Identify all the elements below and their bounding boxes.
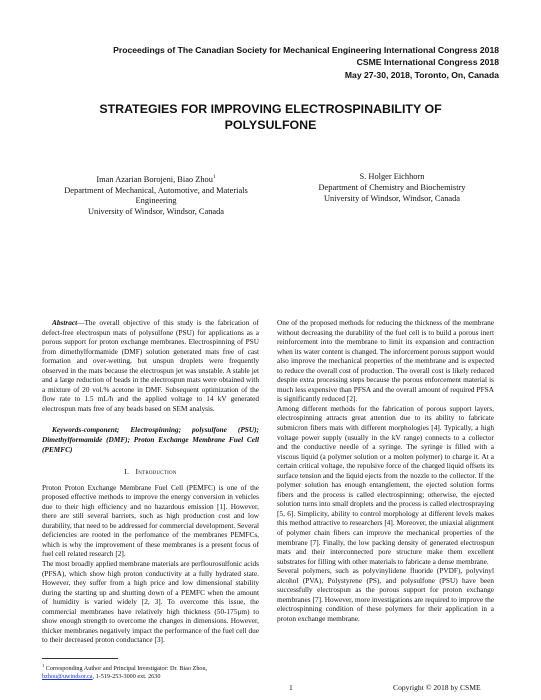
abstract-label: Abstract — [52, 318, 78, 327]
section-number: I. — [124, 467, 130, 477]
abstract — [42, 318, 259, 413]
paper-title — [0, 101, 541, 133]
paragraph: The most broadly applied membrane materials are perflourosulfonic acids (PFSA), which show high proton conductivity at a fully hydrated state. However, they suffer from a high price and low dimensional stability during the starting up and shutting down of a PEMFC when the amount of humidity is varied widely [2, 3]. To overcome this issue, the commercial membranes have relatively high thickness (50-175μm) to show enough strength to overcome the changes in dimensions. However, thicker membranes negatively impact the performance of the fuel cell due to their decreased proton conductance [3]. — [42, 559, 259, 645]
header-line-2: CSME International Congress 2018 — [356, 57, 499, 68]
author-names-2: S. Holger Eichhorn — [359, 172, 425, 181]
section-heading-introduction — [42, 467, 259, 477]
left-column — [42, 318, 259, 645]
footnote-contact: , 1-519-253-3000 ext. 2630 — [92, 673, 161, 681]
title-line-2: POLYSULFONE — [224, 118, 317, 132]
title-line-1: STRATEGIES FOR IMPROVING ELECTROSPINABILITY OF — [99, 102, 442, 116]
header-line-3: May 27-30, 2018, Toronto, On, Canada — [344, 69, 499, 80]
paragraph: Several polymers, such as polyvinylidene fluoride (PVDF), polyvinyl alcohol (PVA), Polystyrene (PS), and polysulfone (PSU) have been successfully electrospun as the porous support for proton exchange membranes [7]. However, more investigations are required to improve the electrospinning condition of these polymers for their application in a proton exchange membrane. — [277, 566, 494, 623]
paragraph: Proton Proton Exchange Membrane Fuel Cell (PEMFC) is one of the proposed effective methods to improve the energy conversion in vehicles due to their high efficiency and no hazardous emission [1]. However, there are still several barriers, such as high production cost and low durability, that need to be addressed for commercial development. Several deficiencies are rooted in the perfomance of the membranes PEMFCs, which is why the improvement of these membranes is a present focus of fuel cell related research [2]. — [42, 482, 259, 559]
copyright: Copyright © 2018 by CSME — [393, 683, 481, 692]
footnote-divider — [42, 658, 118, 659]
author-block-1 — [42, 172, 270, 218]
abstract-text: —The overall objective of this study is the fabrication of defect-free electrospun mats of polysulfone (PSU) for applications as a porous support for proton exchange membranes. Electrospinning of PSU from dimethylformamide (DMF) solution generated mats free of cast formation and over-wetting, but unspun droplets were frequently observed in the mats because the electrospun jet was unstable. A stable jet and a large reduction of beads in the electrospun mats were obtained with a mixture of 20 vol.% acetone in DMF. Subsequent optimization of the flow rate to 1.5 mL/h and the applied voltage to 14 kV generated electrospun mats free of any beads based on SEM analysis. — [42, 318, 259, 413]
section-title: Introduction — [135, 467, 177, 477]
page-number: 1 — [289, 683, 293, 692]
affiliation-line: Engineering — [135, 196, 177, 206]
affiliation-line: University of Windsor, Windsor, Canada — [323, 193, 461, 203]
email-link[interactable]: bzhou@uwindsor.ca — [42, 673, 93, 681]
header-line-1: Proceedings of The Canadian Society for Mechanical Engineering International Congress 2018 — [113, 45, 499, 55]
footnote-text: Corresponding Author and Principal Investigator: Dr. Biao Zhou, — [45, 665, 208, 673]
paragraph: One of the proposed methods for reducing the thickness of the membrane without decreasing the durability of the fuel cell is to build a porous inert reinforcement into the membrane to limit its expansion and contraction when its water content is changed. The inforcement porous support would also improve the mechanical properties of the membrane and is expected to reduce the overall cost of production. The overall cost is likely reduced despite extra processing steps because the porous enforcement material is much less expensive than PFSA and the overall amount of required PFSA is significantly reduced [2]. — [277, 318, 494, 404]
keywords: Keywords-component; Electrospinning; polysulfone (PSU); Dimethylformamide (DMF); Proton Exchange Membrane Fuel Cell (PEMFC) — [42, 425, 259, 454]
author-names-1: Iman Azarian Borojeni, Biao Zhou$^1$ — [96, 174, 216, 184]
footnote-marker: 1 — [212, 174, 216, 180]
affiliation-line: Department of Chemistry and Biochemistry — [318, 182, 466, 192]
footnote — [42, 662, 272, 681]
affiliation-line: Department of Mechanical, Automotive, and Materials — [64, 185, 248, 195]
right-column — [277, 318, 494, 624]
proceedings-header — [113, 44, 499, 81]
affiliation-line: University of Windsor, Windsor, Canada — [87, 207, 225, 217]
author-block-2 — [283, 172, 501, 204]
paragraph: Among different methods for the fabrication of porous support layers, electrospinning attracts great attention due to its ability to fabricate submicron fibers mats with different morphologies [4]. Typically, a high voltage power supply (usually in the kV range) connects to a collector and the conductive needle of a syringe. The syringe is filled with a viscous liquid (a polymer solution or a molten polymer) to charge it. At a certain critical voltage, the repulsive force of the charged liquid offsets its surface tension and the liquid ejects from the nozzle to the collector. If the polymer solution has enough entanglement, the ejected solution forms fibers and the process is called electrospinning; otherwise, the ejected solution turns into small droplets and the process is called electrospraying [5, 6]. Simplicity, ability to control morphology at different levels makes this method attractive to researchers [4]. Moreover, the uniaxial alignment of polymer chain fibers can improve the mechanical properties of the membrane [7]. Finally, the low packing density of generated electrospun mats and their interconnected pore structure make them excellent substrates for filling with other materials to fabricate a dense membrane. — [277, 403, 494, 566]
footnote-mark: 1 — [42, 663, 45, 668]
